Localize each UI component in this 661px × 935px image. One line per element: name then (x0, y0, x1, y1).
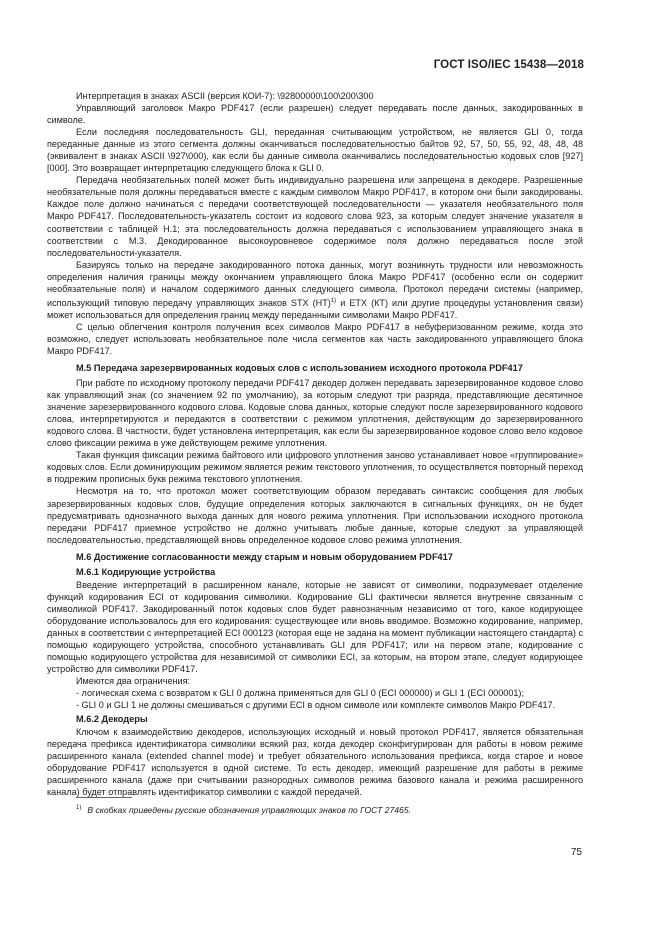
section-m5-title: М.5 Передача зарезервированных кодовых слов с использованием исходного протокола PDF417 (76, 363, 523, 374)
footnote-divider (76, 797, 132, 798)
paragraph: Интерпретация в знаках ASCII (версия КОИ-7): \92800000\100\200\300 (76, 91, 374, 101)
paragraph-with-footnote (47, 259, 583, 321)
standard-header: ГОСТ ISO/IEC 15438—2018 (433, 59, 584, 71)
list-item: - GLI 0 и GLI 1 не должны смешиваться с другими ECI в одном символе или комплекте символов Макро PDF417. (76, 700, 556, 711)
paragraph: Введение интерпретаций в расширенном канале, которые не зависят от символики, подразумевает отделение функций кодирования ECI от кодирования символики. Кодирование GLI фактически является внутренне связанным с символикой PDF417. Закодированный поток кодовых слов будет равнозначным независимо от того, какое кодирующее оборудование использовалось для его кодирования: существующее или вновь вводимое. Возможно кодирование, например, данных в соответствии с интерпретацией ECI 000123 (которая еще не задана на момент публикации настоящего стандарта) с помощью кодирующего устройства, способного устанавливать GLI для PDF417; или на первом этапе, кодирование с помощью кодирующего устройства для независимой от символики ECI, за которым, на втором этапе, следует кодирующее устройство для символики PDF417. (47, 579, 583, 675)
footnote-mark: 1) (76, 805, 82, 811)
paragraph: С целью облегчения контроля получения всех символов Макро PDF417 в небуферизованном режиме, когда это возможно, следует использовать необязательное поле числа сегментов как часть закодированного управляющего блока Макро PDF417. (47, 321, 583, 357)
subsection-m62-title: М.6.2 Декодеры (76, 714, 148, 725)
paragraph: Если последняя последовательность GLI, переданная считывающим устройством, не является GLI 0, тогда переданные данные из этого сегмента должны оканчиваться последовательностью байтов 92, 57, 50, 55, 92, 48, 48, 48 (эквивалент в знаках ASCII \927\000), как если бы данные символа оканчивались последовательностью кодовых слов [927][000]. Это возвращает интерпретацию следующего блока к GLI 0. (47, 127, 583, 174)
paragraph: Такая функция фиксации режима байтового или цифрового уплотнения заново устанавливает новое «группирование» кодовых слов. Если доминирующим режимом является режим текстового уплотнения, то осуществляется повторный переход в подрежим прописных букв режима текстового уплотнения. (47, 450, 583, 485)
paragraph: Имеются два ограничения: (76, 676, 191, 687)
paragraph: Ключом к взаимодействию декодеров, использующих исходный и новый протокол PDF417, является обязательная передача префикса идентификатора символики всякий раз, когда декодер сконфигурирован для работы в новом режиме расширенного канала (extended channel mode) и требует обязательного использования префикса, когда старое и новое оборудование PDF417 используется в одной системе. То есть декодер, имеющий разрешение для работы в режиме расширенного канала (даже при считывании разнородных символов режима базового канала и режима расширенного канала) будет отправлять идентификатор символики с каждой передачей. (47, 727, 583, 798)
page-number: 75 (570, 847, 582, 858)
list-item: - логическая схема с возвратом к GLI 0 должна применяться для GLI 0 (ECI 000000) и GLI 1 (ECI 000001); (76, 688, 524, 699)
subsection-m61-title: М.6.1 Кодирующие устройства (76, 566, 216, 577)
footnote-marker: 1) (330, 297, 337, 304)
paragraph: Управляющий заголовок Макро PDF417 (если разрешен) следует передавать после данных, закодированных в символе. (47, 103, 583, 126)
page-content (47, 90, 583, 799)
section-m6-title: М.6 Достижение согласованности между старым и новым оборудованием PDF417 (76, 551, 453, 562)
paragraph-text: и ETX (КТ) или другие процедуры установления связи) может использоваться для определения границ между переданными символами Макро PDF417. (47, 297, 583, 320)
footnote (76, 802, 576, 816)
paragraph: Передача необязательных полей может быть индивидуально разрешена или запрещена в декодере. Разрешенные необязательные поля должны передаваться вместе с каждым символом Макро PDF417, в котором они были закодированы. Каждое поле должно начинаться с передачи соответствующей последовательности — указателя необязательного поля Макро PDF417. Последовательность-указатель состоит из кодового слова 923, за которым следует значение указателя в соответствии с таблицей Н.1; эта последовательность должна передаваться с использованием управляющего знака в соответствии с М.3. Декодированное высокоуровневое содержимое поля должно передаваться после этой последовательности-указателя. (47, 175, 583, 258)
paragraph-text: Базируясь только на передаче закодированного потока данных, могут возникнуть трудности или невозможность определения наличия границы между окончанием управляющего блока Макро PDF417 (особенно если он содержит необязательные поля) и началом содержимого данных следующего символа. Протокол передачи системы (например, использующий типовую передачу управляющих знаков STX (НТ) (47, 259, 583, 308)
paragraph: Несмотря на то, что протокол может соответствующим образом передавать синтаксис сообщения для любых зарезервированных кодовых слов, будущие определения которых заключаются в сигнальных функциях, он не будет предусматривать однозначного выхода данных для нового режима уплотнения. При использовании исходного протокола передачи PDF417 приемное устройство не должно учитывать любые данные, которые следуют за управляющей последовательностью, представляющей вновь определенное кодовое слово режима уплотнения. (47, 486, 583, 545)
footnote-text: В скобках приведены русские обозначения управляющих знаков по ГОСТ 27465. (87, 804, 412, 815)
paragraph: При работе по исходному протоколу передачи PDF417 декодер должен передавать зарезервированное кодовое слово как управляющий знак (со значением 92 по умолчанию), за которым следуют три разряда, представляющие десятичное значение зарезервированного кодового слова. Кодовые слова данных, которые следуют после зарезервированного кодового слова, интерпретируются и передаются в соответствии с режимом уплотнения, действующим до зарезервированного кодового слова. В частности, будет установлена интерпретация, как если бы зарезервированное кодовое слово вело кодовое слово фиксации режима в уже действующем режиме уплотнения. (47, 378, 583, 449)
